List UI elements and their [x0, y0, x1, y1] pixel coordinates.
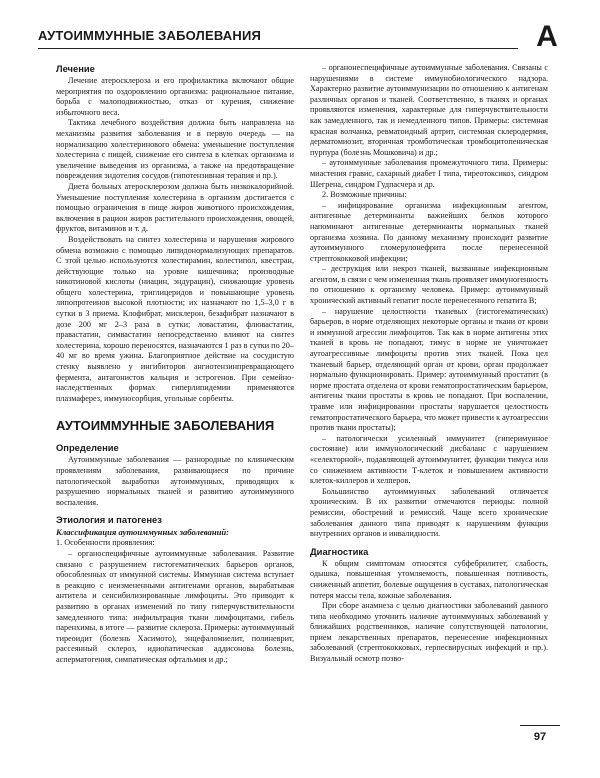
paragraph: – нарушение целостности тканевых (гистогематических) барьеров, в норме отделяющих некоторые органы и ткани от крови и иммунной агрессии лимфоцитов. Так как в норме антигены этих тканей в кровь не попадают, тимус в норме не уничтожает аутоагрессивные лимфоциты против этих тканей. Пока цел тканевый барьер, отделяющий орган от крови, орган продолжает нормально функционировать. Пример: аутоиммунный простатит (в норме простата отделена от крови гематопростатическим барьером, антигены ткани простаты в кровь не попадают. При воспалении, травме или инфицировании простаты нарушается целостность гематопростатического барьера, что может привести к аутоагрессии против ткани простаты); — [310, 306, 548, 433]
paragraph: Воздействовать на синтез холестерина и нарушения жирового обмена возможно с помощью липидонормализующих препаратов. С этой целью используются холестирамин, колестипол, квестран, действующие только на уровне кишечника; производные никотиновой кислоты (ниацин, эндурацин), снижающие уровень общего холестерина, триглицеридов и повышающие уровень липопротеинов высокой плотности; их назначают по 1,5–3,0 г в сутки в 3 приема. Клофибрат, мисклерон, безафибрат назначают в дозе 200 мг 2–3 раза в сутки; ловастатин, флювастатин, правастатин, симвастатин непосредственно влияют на синтез холестерина, хорошо переносятся, назначаются 1 раз в сутки по 20–40 мг во время ужина. Благоприятное действие на сосудистую стенку выявлено у ингибиторов ангиотензинпревращающего фермента, антагонистов кальция и эстрогенов. При семейно-наследственных формах гиперлипидемии применяются плазмаферез, иммуносорбция, угольные сорбенты. — [56, 234, 294, 403]
treatment-heading: Лечение — [56, 63, 95, 74]
definition-heading: Определение — [56, 442, 119, 454]
paragraph: – органоспецифичные аутоиммунные заболевания. Развитие связано с разрушением гистогематических барьеров органов, обособленных от иммунной системы. Иммунная система вступает в реакцию с неизмененными антигенами органов, вырабатывая антитела и сенсибилизированные лимфоциты. Это приводит к развитию в органах изменений по типу гиперчувствительности замедленного типа: инфильтрация ткани лимфоцитами, гибель паренхимы, в итоге — развитие склероза. Примеры: аутоиммунный тиреоидит (болезнь Хасимото), энцефаломиелит, полиневрит, рассеянный склероз, идиопатическая аддисонова болезнь, асперматогения, симпатическая офтальмия и др.; — [56, 548, 294, 664]
paragraph: Лечение атеросклероза и его профилактика включают общие мероприятия по оздоровлению организма: рациональное питание, борьба с малоподвижностью, отказ от курения, снижение избыточного веса. — [56, 76, 294, 117]
paragraph: Большинство аутоиммунных заболеваний отличается хроническим. В их развитии отмечаются периоды: полной ремиссии, обострений и ремиссий. Чаще всего хронические заболевания данного типа приводят к нарушениям функции внутренних органов и инвалидности. — [310, 486, 548, 539]
page-number: 97 — [520, 725, 560, 748]
paragraph: 1. Особенности проявления: — [56, 538, 155, 548]
header-title: АУТОИММУННЫЕ ЗАБОЛЕВАНИЯ — [38, 28, 262, 43]
running-header — [38, 28, 518, 49]
paragraph: – патологически усиленный иммунитет (гиперимунное состояние) или иммунологический дисбаланс с нарушением «селекторной», подавляющей аутоиммунитет, функции тимуса или со снижением активности Т-клеток и повышением активности клеток-киллеров и хелперов. — [310, 433, 548, 486]
paragraph: 2. Возможные причины: — [322, 190, 407, 200]
paragraph: – инфицирование организма инфекционным агентом, антигенные детерминанты важнейших белков которого напоминают антигенные детерминанты нормальных тканей организма хозяина. По данному механизму происходит развитие аутоиммунного гломерулонефрита после перенесенной стрептококковой инфекции; — [310, 200, 548, 263]
paragraph: К общим симптомам относятся субфебрилитет, слабость, одышка, повышенная утомляемость, повышенная потливость, сниженный аппетит, болевые ощущения в суставах, патологическая потеря массы тела, кожные заболевания. — [310, 558, 548, 600]
section-letter: А — [536, 20, 558, 53]
diagnostics-heading: Диагностика — [310, 545, 369, 557]
paragraph: – деструкция или некроз тканей, вызванные инфекционным агентом, в связи с чем измененная ткань проявляет иммуногенность по отношению к организму человека. Пример: аутоиммунный хронический активный гепатит после перенесенного гепатита В; — [310, 264, 548, 306]
section-title: АУТОИММУННЫЕ ЗАБОЛЕВАНИЯ — [56, 418, 275, 434]
paragraph: – аутоиммунные заболевания промежуточного типа. Примеры: миастения гравис, сахарный диабет I типа, тиреотоксикоз, синдром Шегрена, синдром Гудпасчера и др. — [310, 158, 548, 189]
paragraph: Диета больных атеросклерозом должна быть низкокалорийной. Уменьшение поступления холестерина в организм достигается с помощью ограничения в пище жиров животного происхождения, включения в рацион жиров растительного происхождения, овощей, фруктов, витаминов и т. д. — [56, 181, 294, 234]
classification-heading: Классификация аутоиммунных заболеваний: — [56, 527, 230, 538]
paragraph: При сборе анамнеза с целью диагностики заболеваний данного типа необходимо уточнить наличие аутоиммунных заболеваний у ближайших родственников, наличие сопутствующей патологии, прием лекарственных препаратов, перенесение инфекционных заболеваний (стрептококковых, герпесвирусных инфекций и пр.). Визуальный осмотр позво- — [310, 601, 548, 664]
paragraph: – органонеспецифичные аутоиммунные заболевания. Связаны с нарушениями в системе иммунобиологического надзора. Характерно развитие аутоиммунизации по отношению к антигенам различных органов и тканей. Соответственно, в тканях и органах проявляются изменения, характерные для гиперчувствительности как замедленного, так и немедленного типов. Примеры: системная красная волчанка, ревматоидный артрит, системная склеродермия, дерматомиозит, вторичная тромботическая тромбоцитопеническая пурпура (болезнь Мошковича) и др.; — [310, 63, 548, 157]
left-column — [56, 63, 294, 666]
paragraph: Аутоиммунные заболевания — разнородные по клиническим проявлениям заболевания, развивающиеся по причине патологической выработки аутоиммунных, приводящих к разрушению нормальных тканей и развитию аутоиммунного воспаления. — [56, 455, 294, 507]
paragraph: Тактика лечебного воздействия должна быть направлена на механизмы развития заболевания и в первую очередь — на нормализацию холестеринового обмена: уменьшение поступления холестерина с пищей, снижение его синтеза в клетках организма и увеличение выведения из организма, а также на предотвращение повреждения эндотелия сосудов (гипотензивная терапия и пр.). — [56, 118, 294, 181]
right-column — [310, 63, 548, 665]
etiology-heading: Этиология и патогенез — [56, 514, 162, 526]
